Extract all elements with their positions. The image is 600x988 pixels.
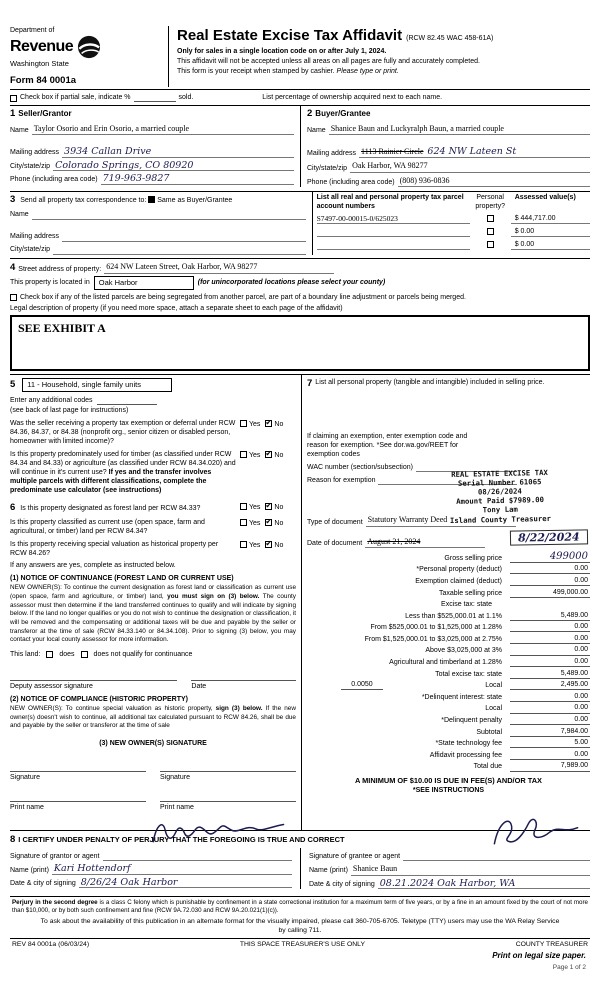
forest-yes-checkbox[interactable] [240,503,247,510]
header-note-2: This affidavit will not be accepted unless all areas on all pages are fully and accurately completed. [177,57,480,65]
assessed-value-field[interactable]: $ 0.00 [511,240,590,250]
grantee-signature-label: Signature of grantee or agent [309,853,401,861]
new-owner-signature-2-field[interactable] [160,762,296,772]
buyer-name-label: Name [307,126,326,134]
grantor-name-label: Name (print) [10,866,49,874]
correspondence-name-label: Name [10,211,29,219]
local-rate-field[interactable]: 0.0050 [341,680,383,690]
does-label: does [59,650,75,658]
segregated-parcels-label: Check box if any of the listed parcels are being segregated from another parcel, are part of a boundary line adjustment or parcels being merged. [20,293,466,301]
street-address-field[interactable]: 624 NW Lateen Street, Oak Harbor, WA 98277 [104,262,334,273]
personal-property-list-area[interactable] [307,390,590,432]
stamp-treasurer-name: Tony Lam [482,504,518,515]
print-name-label: Print name [160,804,194,812]
historic-no-checkbox[interactable] [265,541,272,548]
tax-row-label: Local [485,705,502,713]
notice-compliance-bold: sign (3) below. [215,705,263,713]
personal-property-checkbox[interactable] [487,228,494,235]
land-use-code-select[interactable]: 11 - Household, single family units [22,378,172,392]
state-tax-tier3-field[interactable]: 0.00 [510,634,590,644]
deputy-date-label: Date [191,682,207,690]
parcel-column-header: List all real and personal property tax parcel account numbers [316,194,464,211]
deputy-assessor-signature-field[interactable] [10,671,177,681]
timber-no-checkbox[interactable] [265,451,272,458]
parcel-number-field[interactable]: S7497-00-00015-0/625023 [317,214,470,225]
partial-sale-bar [10,90,590,106]
notice-continuance-title: (1) NOTICE OF CONTINUANCE (FOREST LAND OR CURRENT USE) [10,575,234,583]
footer-row [10,938,590,950]
stamp-date: 08/26/2024 [477,486,522,497]
additional-codes-label: Enter any additional codes [10,396,93,404]
deputy-assessor-date-field[interactable] [191,671,296,681]
seller-title: Seller/Grantor [18,109,72,119]
document-type-label: Type of document [307,518,363,526]
stamp-serial: Serial Number 61065 [457,477,542,488]
forest-land-question-text: Is this property designated as forest land per RCW 84.33? [20,504,201,512]
revenue-wordmark: Revenue [10,37,74,55]
no-label: No [274,420,284,428]
seller-name-label: Name [10,126,29,134]
parcel-row [317,224,590,237]
partial-sale-checkbox[interactable] [10,95,17,102]
document-date-struck: August 21, 2024 [367,536,421,546]
personal-property-question: List all personal property (tangible and intangible) included in selling price. [315,378,545,386]
perjury-statement [10,896,590,916]
delinquent-interest-state-field[interactable]: 0.00 [510,692,590,702]
deputy-assessor-label: Deputy assessor signature [10,682,93,690]
state-tax-tier2-field[interactable]: 0.00 [510,622,590,632]
assessed-value-field[interactable]: $ 444,717.00 [511,214,590,224]
notice-continuance-text-b: The county assessor must then determine if the land transferred continues to qualify and will indicate by signing below. If the land no longer qualifies or you do not wish to continue the designation or classification, it will be removed and the compensating or additional taxes will be due and payable by the seller or transferor at the time of sale (RCW 84.33.140 or 84.34.108). Prior to signing (3) below, you may contact your local county assessor for more information. [10,593,296,644]
signature-label: Signature [160,774,190,782]
tax-row-label: From $1,525,000.01 to $3,025,000 at 2.75% [364,635,502,643]
grantor-name-field[interactable]: Kari Hottendorf [52,864,292,875]
buyer-mailing-handwritten: 624 NW Lateen St [427,146,517,158]
yes-label: Yes [249,503,261,511]
header-note-3 [177,67,590,76]
grantor-date-label: Date & city of signing [10,880,76,888]
tax-computation-table [307,551,590,771]
correspondence-section [10,192,312,254]
personal-property-checkbox[interactable] [487,215,494,222]
forest-no-checkbox[interactable] [265,503,272,510]
perjury-rest: is a class C felony which is punishable by confinement in a state correctional institution for a maximum term of five years, or by a fine in an amount fixed by the court of not more than $10,000, or by both such confinement and fine (RCW 9A.72.030 and RCW 9A.20.021(1)(c)). [12,899,588,915]
does-not-label: does not qualify for continuance [93,650,193,658]
section-3-number: 3 [10,194,16,206]
local-tax-field[interactable]: 2,495.00 [510,680,590,690]
section-4-number: 4 [10,261,16,273]
form-title-rcw: (RCW 82.45 WAC 458-61A) [406,35,494,42]
does-qualify-checkbox[interactable] [46,651,53,658]
current-use-yes-checkbox[interactable] [240,519,247,526]
grantor-signature-field[interactable] [103,851,292,861]
section-6-number: 6 [10,501,16,513]
tax-row-label: *Delinquent penalty [441,717,502,725]
state-tax-tier1-field[interactable]: 5,489.00 [510,611,590,621]
dor-logo-icon [77,35,101,59]
current-use-no-checkbox[interactable] [265,519,272,526]
new-owner-signature-1-field[interactable] [10,762,146,772]
delinquent-penalty-field[interactable]: 0.00 [510,715,590,725]
minimum-due-note: A MINIMUM OF $10.00 IS DUE IN FEE(S) AND/OR TAX [355,775,542,785]
tax-column [302,375,590,830]
ownership-note: List percentage of ownership acquired next to each name. [262,94,443,102]
segregated-parcels-checkbox[interactable] [10,294,17,301]
agency-block [10,26,168,87]
correspondence-csz-field[interactable] [53,245,306,255]
yes-label: Yes [249,420,261,428]
new-owner-signature-title: (3) NEW OWNER(S) SIGNATURE [99,740,207,748]
does-not-qualify-checkbox[interactable] [81,651,88,658]
buyer-mailing-label: Mailing address [307,150,357,158]
tax-row-label: Affidavit processing fee [429,751,502,759]
taxable-selling-price-field[interactable]: 499,000.00 [510,588,590,598]
tax-row-label: Local [485,682,502,690]
seller-mailing-label: Mailing address [10,149,60,157]
seller-phone-field[interactable]: 719-963-9827 [101,174,294,185]
form-title: Real Estate Excise Tax Affidavit [177,27,403,44]
personal-property-deduct-field[interactable]: 0.00 [510,564,590,574]
legal-description-text: SEE EXHIBIT A [18,320,106,335]
wac-number-label: WAC number (section/subsection) [307,464,413,472]
parcel-row [317,211,590,224]
use-and-designation-column [10,375,302,830]
seller-mailing-field[interactable]: 3934 Callan Drive [62,147,294,158]
exemption-question: Was the seller receiving a property tax exemption or deferral under RCW 84.36, 84.37, or 84.38 (nonprofit org., senior citizen or disabled person, homeowner with limited income)? [10,419,236,445]
exemption-no-checkbox[interactable] [265,420,272,427]
correspondence-label: Send all property tax correspondence to: [20,197,147,205]
seller-csz-label: City/state/zip [10,162,51,170]
delinquent-interest-local-field[interactable]: 0.00 [510,703,590,713]
tax-row-label: Agricultural and timberland at 1.28% [389,659,502,667]
county-treasurer-label: COUNTY TREASURER [515,940,588,948]
located-in-select[interactable]: Oak Harbor [94,276,194,290]
grantor-signing-block [10,848,300,889]
perjury-lead: Perjury in the second degree [12,899,98,907]
notice-continuance-bold: you must sign on (3) below. [167,593,260,601]
buyer-phone-field[interactable]: (808) 936-0836 [398,176,590,187]
tax-row-label: *Delinquent interest: state [421,693,502,701]
exemption-reason-label: Reason for exemption [307,477,376,485]
additional-codes-field[interactable] [97,397,157,405]
see-instructions-note: *SEE INSTRUCTIONS [412,787,485,795]
tax-row-label: Total due [473,763,502,771]
treasurer-space-label: THIS SPACE TREASURER'S USE ONLY [239,940,365,948]
assessed-value-field[interactable]: $ 0.00 [511,227,590,237]
tax-row-label: Above $3,025,000 at 3% [425,647,502,655]
state-tax-tier4-field[interactable]: 0.00 [510,645,590,655]
parcel-number-field[interactable] [317,249,470,250]
exemption-claimed-field[interactable]: 0.00 [510,576,590,586]
located-in-note: (for unincorporated locations please select your county) [197,279,386,287]
historic-question: Is this property receiving special valuation as historical property per RCW 84.26? [10,541,219,558]
seller-name-field[interactable]: Taylor Osorio and Erin Osorio, a married couple [32,124,294,135]
notice-continuance-text-a: NEW OWNER(S): To continue the current designation as forest land or classification as current use (open space, farm and agriculture, or timber) land, [10,584,296,601]
if-yes-note: If any answers are yes, complete as instructed below. [10,562,176,570]
see-back-note: (see back of last page for instructions) [10,406,129,414]
form-number: Form 84 0001a [10,74,77,86]
document-date-label: Date of document [307,540,363,548]
same-as-buyer-checkbox[interactable] [148,196,155,203]
land-qualify-row [10,650,296,659]
header-note-3-italic: Please type or print. [336,67,399,75]
washington-state-text: Washington State [10,59,69,69]
print-name-label: Print name [10,804,44,812]
property-location-section [10,259,590,371]
alternate-format-note: To ask about the availability of this publication in an alternate format for the visually impaired, please call 360-705-6705. Teletype (TTY) users may use the WA Relay Service by calling 711. [40,918,560,934]
certification-section [10,830,590,893]
notice-compliance-text-a: NEW OWNER(S): To continue special valuation as historic property, [10,705,213,713]
correspondence-csz-label: City/state/zip [10,246,51,254]
buyer-title: Buyer/Grantee [315,109,371,119]
gross-selling-price-field[interactable]: 499000 [510,552,590,563]
buyer-phone-label: Phone (including area code) [307,179,395,187]
buyer-csz-label: City/state/zip [307,164,348,172]
new-owner-printname-2-field[interactable] [160,792,296,802]
same-as-buyer-label: Same as Buyer/Grantee [157,197,233,205]
timber-question-text: Is this property predominately used for timber (as classified under RCW 84.34 and 84.33) or agriculture (as classified under RCW 84.34.020) and will continue in it's current use? [10,451,236,477]
stamp-title: REAL ESTATE EXCISE TAX [451,467,548,479]
affidavit-processing-fee-field[interactable]: 0.00 [510,750,590,760]
new-owner-printname-1-field[interactable] [10,792,146,802]
print-legal-note: Print on legal size paper. [492,951,586,961]
subtotal-field[interactable]: 7,984.00 [510,727,590,737]
header-note-3-text: This form is your receipt when stamped by cashier. [177,67,335,75]
tax-row-label: Gross selling price [444,554,502,562]
this-land-label: This land: [10,650,41,658]
no-label: No [274,452,284,460]
treasurer-stamp [423,467,576,525]
legal-description-box[interactable] [10,315,590,371]
located-in-label: This property is located in [10,279,90,287]
yes-label: Yes [249,519,261,527]
rev-number: REV 84 0001a (06/03/24) [12,940,90,948]
tax-row-label: Less than $525,000.01 at 1.1% [405,612,502,620]
parcel-table [312,192,590,254]
grantor-signature-label: Signature of grantor or agent [10,853,100,861]
seller-phone-label: Phone (including area code) [10,176,98,184]
correspondence-name-field[interactable] [32,210,306,220]
exemption-yes-checkbox[interactable] [240,420,247,427]
no-label: No [274,519,284,527]
sold-label: sold. [178,94,194,102]
buyer-mailing-struck: 1113 Rainier Circle [361,147,424,157]
grantor-date-field[interactable]: 8/26/24 Oak Harbor [79,878,292,889]
document-type-field[interactable]: Statutory Warranty Deed [366,515,516,526]
timber-question-bold: If yes and the transfer involves multiple parcels with different classifications, complete the predominate use calculator (see instructions) [10,469,212,495]
notice-compliance-title: (2) NOTICE OF COMPLIANCE (HISTORIC PROPERTY) [10,696,188,704]
historic-yes-checkbox[interactable] [240,541,247,548]
personal-property-column-header: Personal property? [475,194,505,211]
grantee-signing-block [300,848,590,889]
section-8-number: 8 [10,833,16,845]
parcel-number-field[interactable] [317,236,470,237]
total-due-field[interactable]: 7,989.00 [510,761,590,771]
header-note-1: Only for sales in a single location code on or after July 1, 2024. [177,47,387,55]
stamp-treasurer-title: Island County Treasurer [449,513,552,525]
assessed-value-column-header: Assessed value(s) [514,194,576,202]
page-footer-right [492,951,586,972]
yes-label: Yes [249,542,261,550]
buyer-mailing-field[interactable] [359,147,590,158]
grantee-date-field[interactable]: 08.21.2024 Oak Harbor, WA [378,879,590,890]
no-label: No [274,503,284,511]
state-technology-fee-field[interactable]: 5.00 [510,738,590,748]
current-use-question: Is this property classified as current use (open space, farm and agricultural, or timber) land per RCW 84.34? [10,518,205,535]
tax-row-label: *State technology fee [435,740,502,748]
tax-row-label: Subtotal [476,728,502,736]
yes-label: Yes [249,452,261,460]
certify-statement: I CERTIFY UNDER PENALTY OF PERJURY THAT THE FOREGOING IS TRUE AND CORRECT [18,835,345,845]
form-header [10,26,590,90]
correspondence-mailing-label: Mailing address [10,233,60,241]
legal-description-label: Legal description of property (if you need more space, attach a separate sheet to each page of the affidavit) [10,304,343,312]
notice-compliance-text-b: If the new owner(s) doesn't wish to continue, all additional tax calculated pursuant to RCW 84.26, shall be due and payable by the seller or transferor at the time of sale [10,705,296,730]
seller-section [10,106,300,187]
document-date-handwritten: 8/22/2024 [510,529,588,545]
forest-land-question [10,502,240,514]
section-1-number: 1 [10,108,16,120]
personal-property-checkbox[interactable] [487,241,494,248]
tax-row-label: From $525,000.01 to $1,525,000 at 1.28% [370,624,502,632]
section-7-number: 7 [307,377,313,389]
tax-row-label: *Personal property (deduct) [416,566,502,574]
section-2-number: 2 [307,108,313,120]
total-state-tax-field[interactable]: 5,489.00 [510,669,590,679]
notice-continuance-body [10,584,296,644]
tax-row-label: Total excise tax: state [435,670,502,678]
timber-question [10,450,240,495]
grantee-date-label: Date & city of signing [309,880,375,888]
buyer-csz-field[interactable]: Oak Harbor, WA 98277 [350,161,590,172]
agricultural-timberland-field[interactable]: 0.00 [510,657,590,667]
no-label: No [274,542,284,550]
title-block [168,26,590,87]
section-5-number: 5 [10,378,16,390]
seller-csz-field[interactable]: Colorado Springs, CO 80920 [53,161,294,172]
tax-row-label: Exemption claimed (deduct) [415,577,502,585]
correspondence-mailing-field[interactable] [62,232,306,242]
dept-of-text: Department of [10,27,55,34]
buyer-section [300,106,590,187]
partial-sale-label: Check box if partial sale, indicate % [20,94,131,102]
excise-tax-state-header: Excise tax: state [441,601,492,609]
signature-label: Signature [10,774,40,782]
exemption-note: If claiming an exemption, enter exemption code and reason for exemption. *See dor.wa.gov/REET for exemption codes [307,433,468,459]
timber-yes-checkbox[interactable] [240,451,247,458]
page-number: Page 1 of 2 [552,963,586,971]
stamp-amount: Amount Paid $7989.00 [456,495,545,507]
grantee-name-label: Name (print) [309,867,348,875]
parcel-row [317,237,590,250]
partial-sale-percent-field[interactable] [134,94,176,102]
street-address-label: Street address of property: [18,265,102,273]
buyer-name-field[interactable]: Shanice Baun and Luckyralph Baun, a married couple [329,124,590,135]
grantee-signature-field[interactable] [403,851,590,861]
notice-compliance-body [10,705,296,731]
tax-row-label: Taxable selling price [438,589,502,597]
grantee-name-field[interactable]: Shanice Baun [351,864,590,875]
